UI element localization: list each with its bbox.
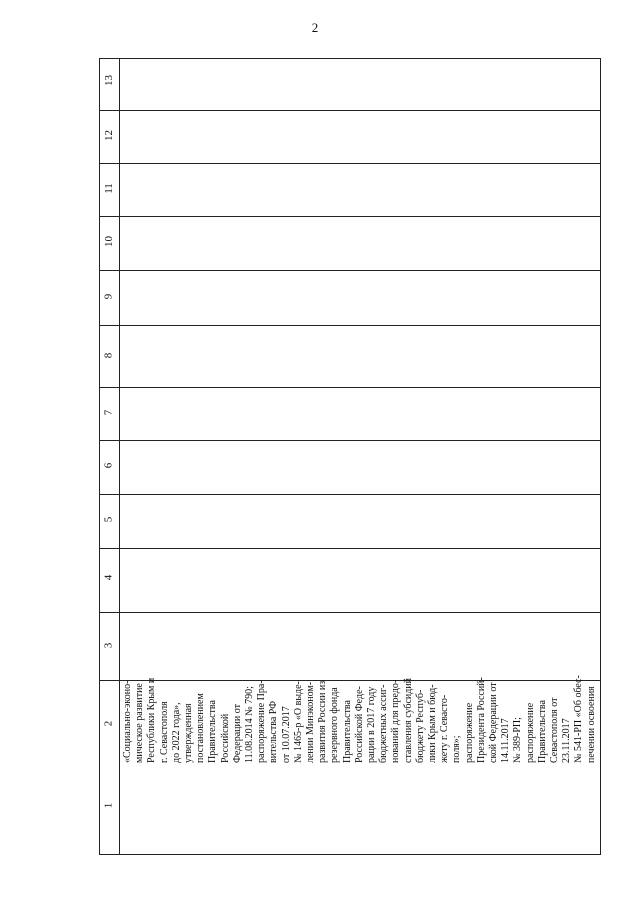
cell-text-line: Президента Россий-: [475, 677, 487, 763]
cell-text-line: рации в 2017 году: [366, 686, 377, 763]
column-number: 9: [102, 293, 115, 300]
column-number: 12: [102, 130, 115, 141]
cell-text-line: жету г. Севасто-: [439, 694, 451, 763]
cell-text-line: до 2022 года»,: [170, 702, 182, 763]
cell-text-line: Российской: [219, 713, 231, 763]
column-number: 7: [102, 409, 115, 416]
header-divider: [119, 58, 120, 855]
cell-text-line: распоряжение: [463, 702, 475, 763]
column-number: 11: [102, 183, 115, 194]
column-number: 3: [102, 642, 115, 649]
column-number: 6: [102, 462, 115, 469]
cell-text-line: г. Севастополя: [158, 701, 170, 763]
column-number: 1: [102, 802, 115, 809]
cell-text-line: лении Минэконом-: [305, 681, 316, 763]
column-number: 4: [102, 574, 115, 581]
cell-text-line: Правительства: [207, 700, 219, 763]
cell-text-line: мическое развитие: [134, 683, 146, 763]
column-divider: [99, 387, 601, 388]
cell-text-line: распоряжение Пра-: [256, 680, 268, 763]
column-divider: [99, 216, 601, 217]
cell-text-line: Правительства: [536, 700, 548, 763]
cell-text-line: Правительства: [341, 700, 353, 763]
cell-text-line: 11.08.2014 № 790;: [244, 686, 255, 763]
cell-text-line: развития России из: [317, 680, 329, 763]
cell-text-line: от 10.07.2017: [280, 706, 292, 763]
cell-text-line: поля»;: [451, 735, 463, 763]
cell-text-line: бюджету Респуб-: [414, 689, 426, 763]
column-divider: [99, 612, 601, 613]
cell-text-line: распоряжение: [524, 702, 536, 763]
cell-text-line: Севастополя от: [549, 697, 560, 763]
cell-text-line: печении освоения: [585, 686, 597, 763]
cell-text-line: постановлением: [195, 693, 207, 763]
cell-text-line: «Социально-эконо-: [122, 680, 133, 763]
cell-text-line: 23.11.2017: [561, 718, 573, 763]
column-divider: [99, 325, 601, 326]
cell-text-line: № 1465-р «О выде-: [292, 681, 304, 763]
page-number: 2: [311, 20, 319, 35]
cell-text-line: Российской Феде-: [353, 686, 365, 763]
cell-text-line: резервного фонда: [329, 687, 341, 763]
cell-text-line: вительства РФ: [268, 700, 280, 763]
cell-text-line: бюджетных ассиг-: [378, 684, 390, 763]
cell-text-line: ской Федерации от: [488, 682, 499, 763]
column-number: 5: [102, 516, 115, 523]
column-divider: [99, 270, 601, 271]
cell-text-line: Федерации от: [231, 704, 243, 763]
cell-text-line: № 389-РП;: [512, 717, 524, 763]
column-divider: [99, 440, 601, 441]
cell-text-line: № 541-РП «Об обес-: [573, 675, 585, 763]
cell-text-line: ставления субсидий: [402, 677, 414, 763]
column-divider: [99, 680, 601, 681]
cell-text-line: Республики Крым и: [146, 677, 158, 763]
column-divider: [99, 110, 601, 111]
column-number: 10: [102, 236, 115, 247]
cell-text-line: утвержденная: [183, 703, 194, 763]
column-number: 13: [102, 75, 115, 86]
column-divider: [99, 548, 601, 549]
column-divider: [99, 163, 601, 164]
column-number: 8: [102, 352, 115, 359]
cell-text-line: 14.11.2017: [500, 718, 512, 763]
cell-text-line: лики Крым и бюд-: [427, 684, 438, 763]
column-number: 2: [102, 720, 115, 727]
cell-text-line: нований для предо-: [390, 679, 402, 763]
column-divider: [99, 494, 601, 495]
